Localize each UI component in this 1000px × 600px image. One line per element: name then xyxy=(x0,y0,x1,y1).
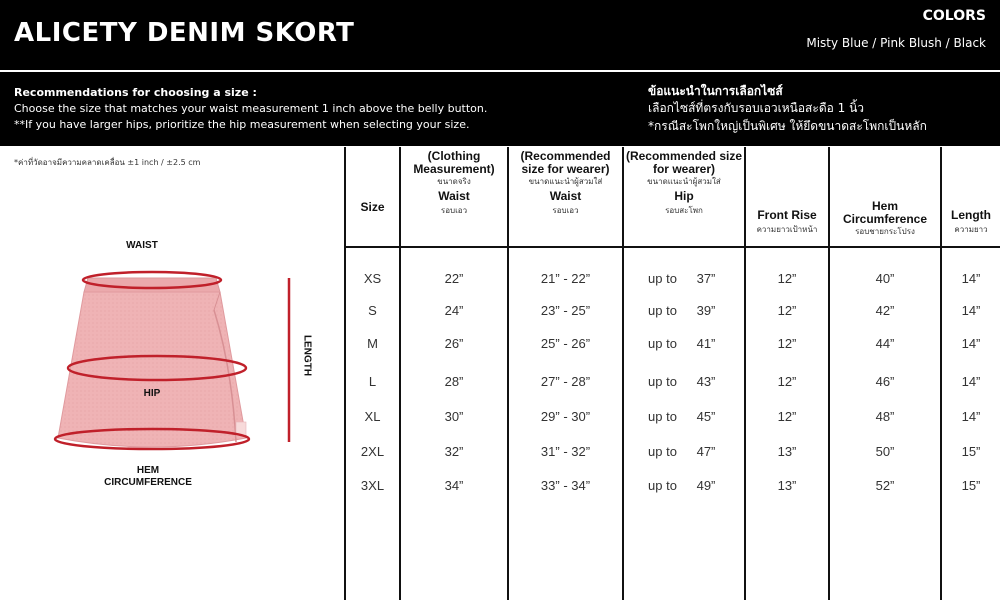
cell-front-rise: 13” xyxy=(777,478,797,493)
header-clothing-waist: (Clothing Measurement) ขนาดจริง Waist รอบเอว xyxy=(413,149,495,215)
cell-waist: 24” xyxy=(444,303,464,318)
cell-hem: 40” xyxy=(875,271,895,286)
cell-hip: 47” xyxy=(696,444,716,459)
cell-size: XS xyxy=(363,271,382,286)
cell-waist: 26” xyxy=(444,336,464,351)
cell-hip-prefix: up to xyxy=(648,271,677,286)
measurement-markers xyxy=(0,250,340,460)
cell-size: L xyxy=(368,374,377,389)
header-bar xyxy=(0,0,1000,70)
length-label: LENGTH xyxy=(301,334,313,377)
cell-length: 14” xyxy=(961,374,981,389)
cell-front-rise: 12” xyxy=(777,374,797,389)
reco-th-line1: เลือกไซส์ที่ตรงกับรอบเอวเหนือสะดือ 1 นิ้ว xyxy=(648,101,865,115)
cell-rec-waist: 29” - 30” xyxy=(540,409,591,424)
header-recommended-hip: (Recommended size for wearer) ขนาดแนะนำผู้สวมใส่ Hip รอบสะโพก xyxy=(625,149,743,215)
cell-rec-waist: 27” - 28” xyxy=(540,374,591,389)
hem-label-line2: CIRCUMFERENCE xyxy=(104,477,192,488)
cell-waist: 22” xyxy=(444,271,464,286)
cell-hem: 46” xyxy=(875,374,895,389)
header-size: Size xyxy=(360,200,385,214)
cell-front-rise: 12” xyxy=(777,303,797,318)
reco-en-title: Recommendations for choosing a size : xyxy=(14,86,257,99)
hem-label-line1: HEM xyxy=(136,465,160,476)
cell-hem: 50” xyxy=(875,444,895,459)
recommendations-panel xyxy=(0,72,1000,146)
cell-hip-prefix: up to xyxy=(648,303,677,318)
cell-length: 15” xyxy=(961,478,981,493)
cell-front-rise: 12” xyxy=(777,336,797,351)
cell-length: 14” xyxy=(961,336,981,351)
cell-hem: 44” xyxy=(875,336,895,351)
table-header-rule xyxy=(344,246,1000,248)
product-title: ALICETY DENIM SKORT xyxy=(14,18,355,48)
cell-size: S xyxy=(368,303,377,318)
cell-hip-prefix: up to xyxy=(648,374,677,389)
waist-marker xyxy=(83,272,221,288)
cell-front-rise: 12” xyxy=(777,271,797,286)
cell-waist: 34” xyxy=(444,478,464,493)
cell-rec-waist: 23” - 25” xyxy=(540,303,591,318)
cell-hip: 43” xyxy=(696,374,716,389)
cell-waist: 32” xyxy=(444,444,464,459)
cell-hem: 48” xyxy=(875,409,895,424)
cell-length: 14” xyxy=(961,303,981,318)
cell-rec-waist: 31” - 32” xyxy=(540,444,591,459)
waist-label: WAIST xyxy=(126,240,158,251)
cell-hip: 41” xyxy=(696,336,716,351)
cell-length: 14” xyxy=(961,271,981,286)
cell-size: M xyxy=(367,336,378,351)
colors-value: Misty Blue / Pink Blush / Black xyxy=(806,36,986,50)
header-hem-circumference: Hem Circumference รอบชายกระโปรง xyxy=(842,199,928,236)
cell-hip: 45” xyxy=(696,409,716,424)
reco-en-line1: Choose the size that matches your waist measurement 1 inch above the belly button. xyxy=(14,102,488,115)
cell-size: 2XL xyxy=(360,444,385,459)
cell-waist: 30” xyxy=(444,409,464,424)
cell-waist: 28” xyxy=(444,374,464,389)
hip-marker xyxy=(68,356,246,380)
cell-hip: 37” xyxy=(696,271,716,286)
cell-size: 3XL xyxy=(360,478,385,493)
cell-hip-prefix: up to xyxy=(648,478,677,493)
cell-hip: 39” xyxy=(696,303,716,318)
hem-marker xyxy=(55,429,249,449)
cell-hip-prefix: up to xyxy=(648,444,677,459)
header-front-rise: Front Rise ความยาวเป้าหน้า xyxy=(756,208,818,234)
cell-hip: 49” xyxy=(696,478,716,493)
cell-rec-waist: 21” - 22” xyxy=(540,271,591,286)
reco-th-line2: *กรณีสะโพกใหญ่เป็นพิเศษ ให้ยึดขนาดสะโพกเป็นหลัก xyxy=(648,119,927,133)
colors-label: COLORS xyxy=(922,8,986,24)
cell-front-rise: 12” xyxy=(777,409,797,424)
cell-rec-waist: 33” - 34” xyxy=(540,478,591,493)
cell-hip-prefix: up to xyxy=(648,409,677,424)
header-recommended-waist: (Recommended size for wearer) ขนาดแนะนำผู้สวมใส่ Waist รอบเอว xyxy=(520,149,611,215)
reco-th-title: ข้อแนะนำในการเลือกไซส์ xyxy=(648,84,783,98)
cell-length: 15” xyxy=(961,444,981,459)
header-length: Length ความยาว xyxy=(951,208,991,234)
cell-size: XL xyxy=(364,409,381,424)
tolerance-note: *ค่าที่วัดอาจมีความคลาดเคลื่อน ±1 inch / ±2.5 cm xyxy=(14,158,201,167)
cell-front-rise: 13” xyxy=(777,444,797,459)
cell-hem: 42” xyxy=(875,303,895,318)
reco-en-line2: **If you have larger hips, prioritize the hip measurement when selecting your size. xyxy=(14,118,470,131)
cell-hip-prefix: up to xyxy=(648,336,677,351)
cell-rec-waist: 25” - 26” xyxy=(540,336,591,351)
cell-length: 14” xyxy=(961,409,981,424)
hip-label: HIP xyxy=(143,388,161,399)
cell-hem: 52” xyxy=(875,478,895,493)
